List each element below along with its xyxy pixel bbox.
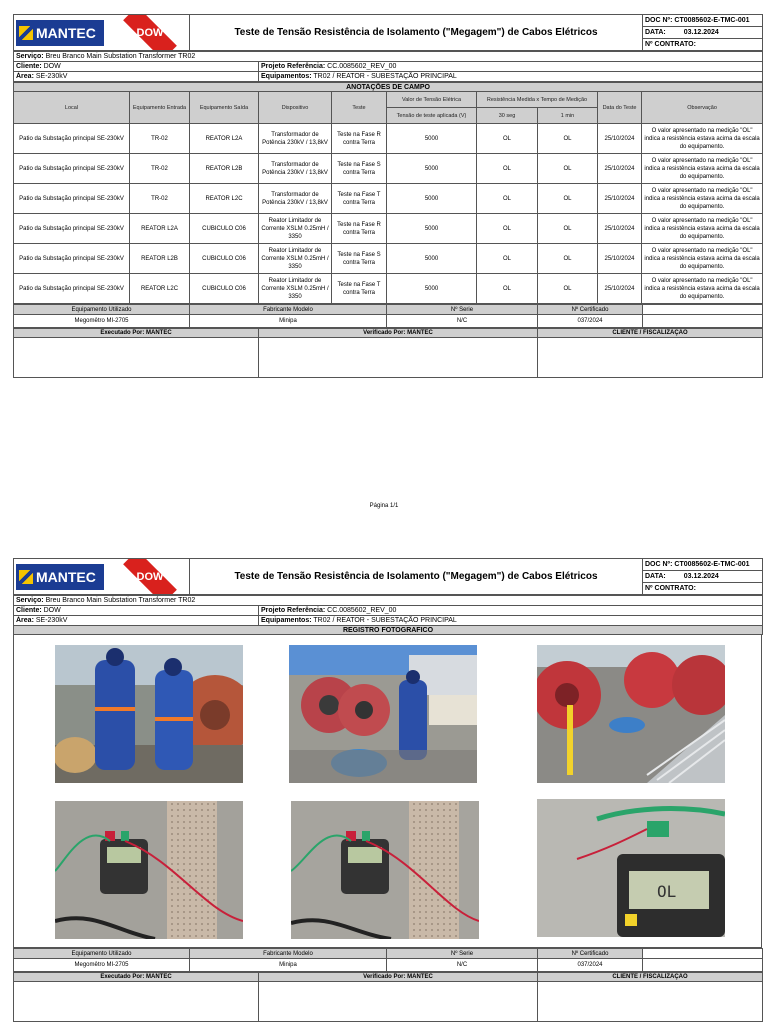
eq-fabricante: Minipa	[190, 315, 387, 328]
col-local: Local	[14, 92, 130, 124]
doc-number: DOC Nº: CT0085602-E-TMC-001	[643, 559, 763, 571]
info-table	[13, 595, 763, 635]
header-table	[13, 558, 763, 595]
eq-utilizado: Megomêtro MI-2705	[14, 315, 190, 328]
dow-logo: DOW	[122, 564, 178, 590]
eq-h-fabricante: Fabricante Modelo	[190, 949, 387, 959]
eq-utilizado: Megomêtro MI-2705	[14, 959, 190, 972]
col-resistencia: Resistência Medida x Tempo de Medição	[477, 92, 598, 108]
equipment-table	[13, 304, 763, 328]
projeto: Projeto Referência: CC.0085602_REV_00	[259, 606, 763, 616]
area: Área: SE-230kV	[14, 616, 259, 626]
document-title: Teste de Tensão Resistência de Isolamento ("Megagem") de Cabos Elétricos	[190, 559, 643, 595]
page-1	[13, 14, 762, 378]
eq-h-certificado: Nº Certificado	[538, 949, 643, 959]
page-2	[13, 558, 762, 1022]
logos	[14, 559, 190, 595]
col-saida: Equipamento Saída	[190, 92, 259, 124]
area: Área: SE-230kV	[14, 72, 259, 82]
col-obs: Observação	[642, 92, 763, 124]
photo-megohmmeter-1	[55, 801, 243, 939]
document-title: Teste de Tensão Resistência de Isolamento ("Megagem") de Cabos Elétricos	[190, 15, 643, 51]
mantec-logo: MANTEC	[16, 564, 104, 590]
eq-certificado: 037/2024	[538, 959, 643, 972]
eq-h-serie: Nº Serie	[387, 305, 538, 315]
executado-por: Executado Por: MANTEC	[14, 329, 259, 338]
eq-serie: N/C	[387, 315, 538, 328]
cliente-fiscalizacao: CLIENTE / FISCALIZAÇÃO	[538, 973, 763, 982]
mantec-mark-icon	[19, 24, 33, 42]
cliente-fiscalizacao: CLIENTE / FISCALIZAÇÃO	[538, 329, 763, 338]
equipment-table	[13, 948, 763, 972]
eq-h-utilizado: Equipamento Utilizado	[14, 305, 190, 315]
verificado-por: Verificado Por: MANTEC	[259, 329, 538, 338]
info-table	[13, 51, 763, 82]
col-valor-tensao: Valor de Tensão Elétrica	[387, 92, 477, 108]
executado-por: Executado Por: MANTEC	[14, 973, 259, 982]
photo-workers-cable-reel	[55, 645, 243, 783]
mantec-logo: MANTEC	[16, 20, 104, 46]
eq-h-serie: Nº Serie	[387, 949, 538, 959]
photo-megohmmeter-2	[291, 801, 479, 939]
cliente: Cliente: DOW	[14, 606, 259, 616]
photo-meter-display-ol	[537, 799, 725, 937]
section-title: REGISTRO FOTOGRAFICO	[14, 626, 763, 635]
eq-serie: N/C	[387, 959, 538, 972]
table-row: Patio da Substação principal SE-230kV REATOR L2C CUBICULO C06 Reator Limitador de Corrente XSLM 0.25mH / 3350 Teste na Fase T contra Terra 5000 OL OL 25/10/2024 O valor apresentado na medição "OL" indica a resistência estava acima da escala do equipamento.	[14, 274, 763, 304]
col-entrada: Equipamento Entrada	[130, 92, 190, 124]
equipamentos: Equipamentos: TR02 / REATOR - SUBESTAÇÃO PRINCIPAL	[259, 72, 763, 82]
signature-table	[13, 328, 763, 378]
table-row: Patio da Substação principal SE-230kV TR-02 REATOR L2B Transformador de Potência 230kV / 13,8kV Teste na Fase S contra Terra 5000 OL OL 25/10/2024 O valor apresentado na medição "OL" indica a resistência estava acima da escala do equipamento.	[14, 154, 763, 184]
field-notes-table	[13, 82, 763, 304]
servico: Serviço: Breu Branco Main Substation Transformer TR02	[14, 596, 763, 606]
projeto: Projeto Referência: CC.0085602_REV_00	[259, 62, 763, 72]
photo-grid	[13, 635, 762, 948]
logos	[14, 15, 190, 51]
cliente-signature-box	[538, 338, 763, 378]
col-data: Data do Teste	[598, 92, 642, 124]
photo-cable-drums-yard	[289, 645, 477, 783]
contract-number: Nº CONTRATO:	[643, 583, 763, 595]
col-30seg: 30 seg	[477, 108, 538, 124]
executado-signature-box	[14, 338, 259, 378]
doc-number: DOC Nº: CT0085602-E-TMC-001	[643, 15, 763, 27]
eq-fabricante: Minipa	[190, 959, 387, 972]
table-row: Patio da Substação principal SE-230kV REATOR L2A CUBICULO C06 Reator Limitador de Corrente XSLM 0.25mH / 3350 Teste na Fase R contra Terra 5000 OL OL 25/10/2024 O valor apresentado na medição "OL" indica a resistência estava acima da escala do equipamento.	[14, 214, 763, 244]
executado-signature-box	[14, 982, 259, 1022]
eq-h-fabricante: Fabricante Modelo	[190, 305, 387, 315]
verificado-signature-box	[259, 982, 538, 1022]
col-1min: 1 min	[538, 108, 598, 124]
table-row: Patio da Substação principal SE-230kV TR-02 REATOR L2A Transformador de Potência 230kV / 13,8kV Teste na Fase R contra Terra 5000 OL OL 25/10/2024 O valor apresentado na medição "OL" indica a resistência estava acima da escala do equipamento.	[14, 124, 763, 154]
table-row: Patio da Substação principal SE-230kV REATOR L2B CUBICULO C06 Reator Limitador de Corrente XSLM 0.25mH / 3350 Teste na Fase S contra Terra 5000 OL OL 25/10/2024 O valor apresentado na medição "OL" indica a resistência estava acima da escala do equipamento.	[14, 244, 763, 274]
col-dispositivo: Dispositivo	[259, 92, 332, 124]
verificado-signature-box	[259, 338, 538, 378]
section-title: ANOTAÇÕES DE CAMPO	[14, 83, 763, 92]
mantec-mark-icon	[19, 568, 33, 586]
signature-table	[13, 972, 763, 1022]
cliente-signature-box	[538, 982, 763, 1022]
verificado-por: Verificado Por: MANTEC	[259, 973, 538, 982]
svg-text:OL: OL	[657, 882, 677, 901]
eq-certificado: 037/2024	[538, 315, 643, 328]
page-footer: Página 1/1	[369, 503, 399, 509]
cliente: Cliente: DOW	[14, 62, 259, 72]
eq-h-certificado: Nº Certificado	[538, 305, 643, 315]
col-tensao-aplicada: Tensão de teste aplicada (V)	[387, 108, 477, 124]
photo-reels-and-pipes	[537, 645, 725, 783]
servico: Serviço: Breu Branco Main Substation Transformer TR02	[14, 52, 763, 62]
contract-number: Nº CONTRATO:	[643, 39, 763, 51]
equipamentos: Equipamentos: TR02 / REATOR - SUBESTAÇÃO PRINCIPAL	[259, 616, 763, 626]
doc-date: DATA: 03.12.2024	[643, 27, 763, 39]
eq-h-utilizado: Equipamento Utilizado	[14, 949, 190, 959]
doc-date: DATA: 03.12.2024	[643, 571, 763, 583]
header-table	[13, 14, 763, 51]
dow-logo: DOW	[122, 20, 178, 46]
table-row: Patio da Substação principal SE-230kV TR-02 REATOR L2C Transformador de Potência 230kV / 13,8kV Teste na Fase T contra Terra 5000 OL OL 25/10/2024 O valor apresentado na medição "OL" indica a resistência estava acima da escala do equipamento.	[14, 184, 763, 214]
col-teste: Teste	[332, 92, 387, 124]
